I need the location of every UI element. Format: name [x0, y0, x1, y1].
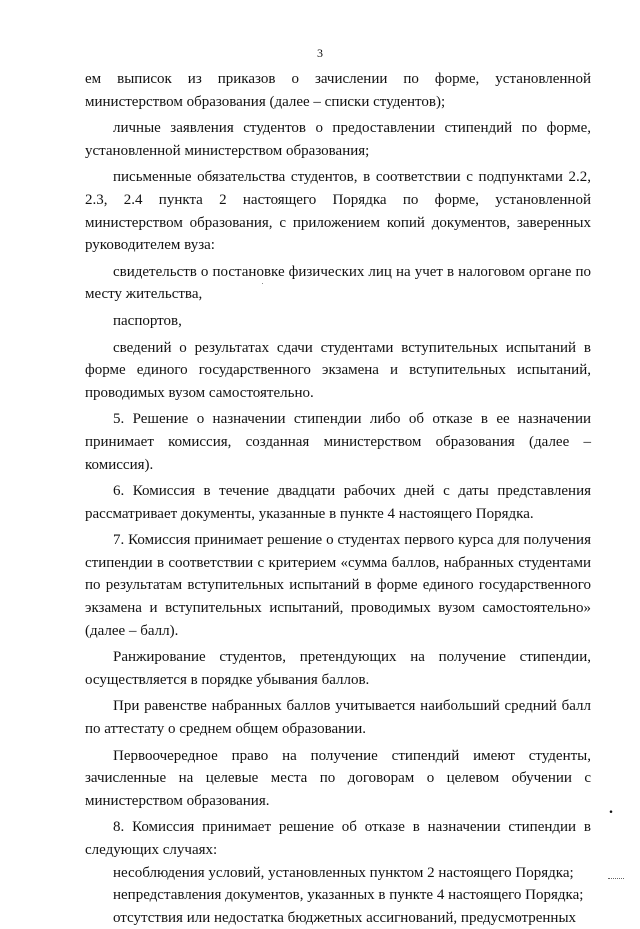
scan-artifact [608, 878, 624, 879]
paragraph-case-budget: отсутствия или недостатка бюджетных ассигнований, предусмотренных [113, 909, 577, 926]
paragraph-item-5: 5. Решение о назначении стипендии либо об отказе в ее назначении принимает комиссия, созданная министерством образования (далее – комиссия). [85, 411, 591, 473]
paragraph-item-6: 6. Комиссия в течение двадцати рабочих дней с даты представления рассматривает документы, указанные в пункте 4 настоящего Порядка. [85, 483, 591, 522]
paragraph-case-conditions: несоблюдения условий, установленных пунктом 2 настоящего Порядка; [113, 864, 574, 881]
scan-speck [262, 283, 263, 284]
paragraph-exam-results: сведений о результатах сдачи студентами вступительных испытаний в форме единого государственного экзамена и вступительных испытаний, проводимых вузом самостоятельно. [85, 339, 591, 401]
paragraph-item-8: 8. Комиссия принимает решение об отказе в назначении стипендии в следующих случаях: [85, 819, 591, 858]
paragraph-ranking: Ранжирование студентов, претендующих на получение стипендии, осуществляется в порядке убывания баллов. [85, 649, 591, 688]
paragraph-equal-scores: При равенстве набранных баллов учитывается наибольший средний балл по аттестату о среднем общем образовании. [85, 698, 591, 738]
page-number: 3 [317, 46, 323, 60]
paragraph-passports: паспортов, [113, 312, 182, 329]
paragraph-case-documents: непредставления документов, указанных в пункте 4 настоящего Порядка; [113, 887, 584, 904]
paragraph-tax-certificates: свидетельств о постановке физических лиц на учет в налоговом органе по месту жительства, [85, 263, 591, 303]
paragraph-personal-applications: личные заявления студентов о предоставлении стипендий по форме, установленной министерством образования; [85, 120, 591, 159]
margin-dot: . [609, 800, 613, 817]
document-body [85, 68, 591, 929]
paragraph-priority-right: Первоочередное право на получение стипендий имеют студенты, зачисленные на целевые места по договорам о целевом обучении с министерством образования. [85, 747, 591, 809]
paragraph-lists-of-students: ем выписок из приказов о зачислении по форме, установленной министерством образования (далее – списки студентов); [85, 71, 591, 110]
paragraph-written-obligations: письменные обязательства студентов, в соответствии с подпунктами 2.2, 2.3, 2.4 пункта 2 настоящего Порядка по форме, установленной министерством образования, с приложением копий документов, заверенных руководителем вуза: [85, 169, 591, 254]
paragraph-item-7: 7. Комиссия принимает решение о студентах первого курса для получения стипендии в соответствии с критерием «сумма баллов, набранных студентами по результатам вступительных испытаний в форме единого государственного экзамена и вступительных испытаний, проводимых вузом самостоятельно» (далее – балл). [85, 532, 591, 639]
